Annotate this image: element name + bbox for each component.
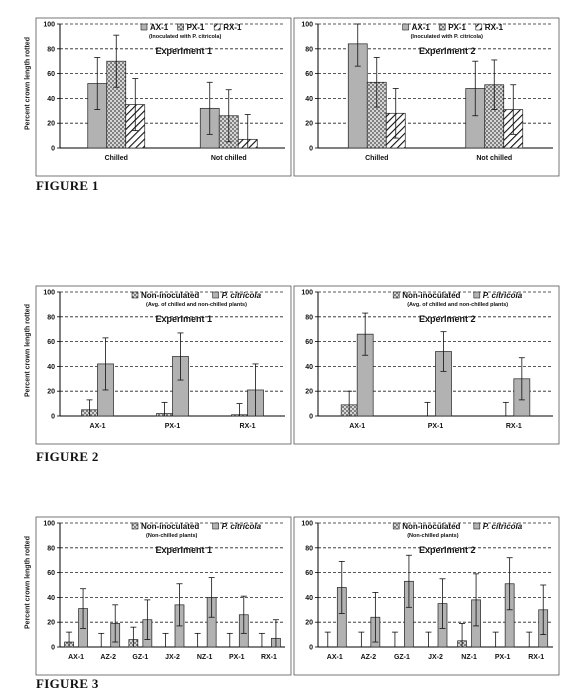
- fig3-exp2-category-label: JX-2: [428, 654, 443, 661]
- fig3-exp2-legend-label: Non-inoculated: [402, 522, 461, 531]
- fig2-exp1-panel-frame: [36, 286, 291, 444]
- fig2-exp1-category-label: RX-1: [239, 423, 256, 430]
- fig1-exp1-ytick-label: 0: [51, 145, 55, 153]
- fig1-exp2-category-label: Chilled: [365, 155, 389, 162]
- fig1-exp2-note: (Inoculated with P. citricola): [410, 34, 483, 40]
- fig1-exp1-category-label: Chilled: [104, 155, 128, 162]
- fig1-exp2-legend-label: AX-1: [411, 23, 430, 32]
- fig2-exp2-category-label: PX-1: [427, 423, 444, 430]
- fig1-exp2-legend-label: RX-1: [484, 23, 504, 32]
- fig1-exp1-ytick-label: 80: [47, 46, 55, 54]
- fig1-exp2-ytick-label: 40: [305, 95, 313, 103]
- fig1-exp2-legend-swatch: [403, 24, 409, 30]
- fig2-exp2-ytick-label: 40: [305, 363, 313, 371]
- fig3-exp2-category-label: RX-1: [528, 654, 545, 661]
- figure-1-caption: FIGURE 1: [36, 178, 99, 193]
- fig1-exp1-legend-label: RX-1: [223, 23, 242, 32]
- fig1-exp2-ytick-label: 80: [305, 46, 313, 54]
- fig3-exp1-ytick-label: 80: [47, 545, 55, 553]
- fig3-exp1-legend-label: P. citricola: [221, 522, 262, 531]
- fig1-exp2-category-label: Not chilled: [476, 155, 513, 162]
- fig1-exp1-legend-label: PX-1: [186, 23, 205, 32]
- fig2-exp2-legend-label: Non-inoculated: [402, 291, 461, 300]
- fig3-exp2-legend-swatch: [474, 523, 480, 529]
- fig3-exp1-ytick-label: 100: [43, 520, 55, 528]
- fig1-exp1-ytick-label: 60: [47, 71, 55, 79]
- fig2-exp2-category-label: RX-1: [505, 423, 522, 430]
- fig1-exp2-ytick-label: 100: [301, 21, 313, 29]
- fig3-exp1-panel-frame: [36, 517, 291, 675]
- fig2-exp2-category-label: AX-1: [349, 423, 366, 430]
- fig3-exp2-ytick-label: 40: [305, 594, 313, 602]
- fig1-exp2-title: Experiment 2: [418, 46, 476, 56]
- fig3-exp2-ytick-label: 100: [301, 520, 313, 528]
- fig3-exp2-ytick-label: 80: [305, 545, 313, 553]
- fig2-exp1-ytick-label: 80: [47, 314, 55, 322]
- fig2-exp1-legend-swatch: [213, 292, 219, 298]
- fig2-exp1-title: Experiment 1: [155, 314, 213, 324]
- fig3-exp2-category-label: GZ-1: [393, 654, 410, 661]
- fig1-exp2-panel-frame: [294, 18, 559, 176]
- fig1-exp1-ytick-label: 20: [47, 120, 55, 128]
- fig1-exp1-legend-label: AX-1: [150, 23, 169, 32]
- fig1-exp1-ytick-label: 40: [47, 95, 55, 103]
- fig2-exp1-ytick-label: 40: [47, 363, 55, 371]
- fig1-exp1-legend-swatch: [141, 24, 147, 30]
- fig1-exp1-category-label: Not chilled: [210, 155, 247, 162]
- fig3-exp2-note: (Non-chilled plants): [407, 533, 459, 539]
- figure-3-ylabel: Percent crown length rotted: [24, 536, 32, 629]
- fig2-exp1-note: (Avg. of chilled and non-chilled plants): [146, 302, 247, 308]
- fig2-exp2-title: Experiment 2: [418, 314, 476, 324]
- fig1-exp1-legend-swatch: [214, 24, 220, 30]
- fig1-exp2-legend-label: PX-1: [448, 23, 466, 32]
- fig1-exp2-ytick-label: 0: [309, 145, 313, 153]
- fig2-exp1-ytick-label: 0: [51, 413, 55, 421]
- fig3-exp2-legend-label: P. citricola: [482, 522, 523, 531]
- fig1-exp2-ytick-label: 20: [305, 120, 313, 128]
- fig2-exp2-legend-label: P. citricola: [482, 291, 523, 300]
- fig3-exp1-ytick-label: 60: [47, 570, 55, 578]
- fig2-exp1-legend-label: Non-inoculated: [141, 291, 200, 300]
- fig3-exp1-category-label: GZ-1: [132, 654, 149, 661]
- fig3-exp1-note: (Non-chilled plants): [146, 533, 198, 539]
- fig2-exp2-ytick-label: 0: [309, 413, 313, 421]
- fig2-exp2-panel-frame: [294, 286, 559, 444]
- fig3-exp2-panel-frame: [294, 517, 559, 675]
- fig1-exp1-title: Experiment 1: [155, 46, 213, 56]
- fig1-exp2-ytick-label: 60: [305, 71, 313, 79]
- fig3-exp2-title: Experiment 2: [418, 545, 476, 555]
- fig3-exp2-legend-swatch: [393, 523, 399, 529]
- fig2-exp1-ytick-label: 100: [43, 289, 55, 297]
- fig1-exp1-panel-frame: [36, 18, 291, 176]
- fig3-exp2-category-label: AX-1: [326, 654, 343, 661]
- fig2-exp1-ytick-label: 60: [47, 339, 55, 347]
- fig3-exp1-title: Experiment 1: [155, 545, 213, 555]
- fig2-exp2-legend-swatch: [474, 292, 480, 298]
- fig2-exp1-ytick-label: 20: [47, 388, 55, 396]
- fig3-exp2-ytick-label: 20: [305, 619, 313, 627]
- fig2-exp1-legend-swatch: [132, 292, 138, 298]
- fig3-exp1-category-label: NZ-1: [196, 654, 213, 661]
- figure-2-caption: FIGURE 2: [36, 449, 99, 464]
- fig1-exp1-ytick-label: 100: [43, 21, 55, 29]
- fig1-exp1-note: (Inoculated with P. citricola): [149, 34, 222, 40]
- fig2-exp1-category-label: AX-1: [89, 423, 106, 430]
- fig3-exp1-legend-swatch: [213, 523, 219, 529]
- fig1-exp1-legend-swatch: [178, 24, 184, 30]
- fig1-exp2-legend-swatch: [439, 24, 445, 30]
- fig2-exp1-category-label: PX-1: [164, 423, 181, 430]
- fig3-exp2-category-label: PX-1: [494, 654, 511, 661]
- fig2-exp2-ytick-label: 100: [301, 289, 313, 297]
- fig3-exp1-legend-label: Non-inoculated: [141, 522, 200, 531]
- fig2-exp2-note: (Avg. of chilled and non-chilled plants): [407, 302, 509, 308]
- fig3-exp1-legend-swatch: [132, 523, 138, 529]
- fig2-exp2-legend-swatch: [393, 292, 399, 298]
- fig3-exp1-ytick-label: 0: [51, 644, 55, 652]
- fig3-exp1-ytick-label: 20: [47, 619, 55, 627]
- fig3-exp2-category-label: AZ-2: [360, 654, 377, 661]
- fig3-exp2-category-label: NZ-1: [461, 654, 477, 661]
- fig1-exp2-legend-swatch: [476, 24, 482, 30]
- fig3-exp1-category-label: JX-2: [165, 654, 180, 661]
- fig3-exp1-category-label: RX-1: [260, 654, 277, 661]
- fig2-exp2-ytick-label: 80: [305, 314, 313, 322]
- figure-2-ylabel: Percent crown length rotted: [24, 304, 32, 397]
- fig2-exp1-legend-label: P. citricola: [221, 291, 262, 300]
- fig3-exp2-ytick-label: 60: [305, 570, 313, 578]
- figure-1-ylabel: Percent crown length rotted: [24, 37, 32, 130]
- fig3-exp1-category-label: AZ-2: [100, 654, 116, 661]
- fig3-exp1-category-label: PX-1: [229, 654, 245, 661]
- fig2-exp2-ytick-label: 60: [305, 339, 313, 347]
- fig3-exp1-ytick-label: 40: [47, 594, 55, 602]
- figure-3-caption: FIGURE 3: [36, 676, 99, 691]
- fig3-exp2-ytick-label: 0: [309, 644, 313, 652]
- fig3-exp1-category-label: AX-1: [68, 654, 85, 661]
- fig2-exp2-ytick-label: 20: [305, 388, 313, 396]
